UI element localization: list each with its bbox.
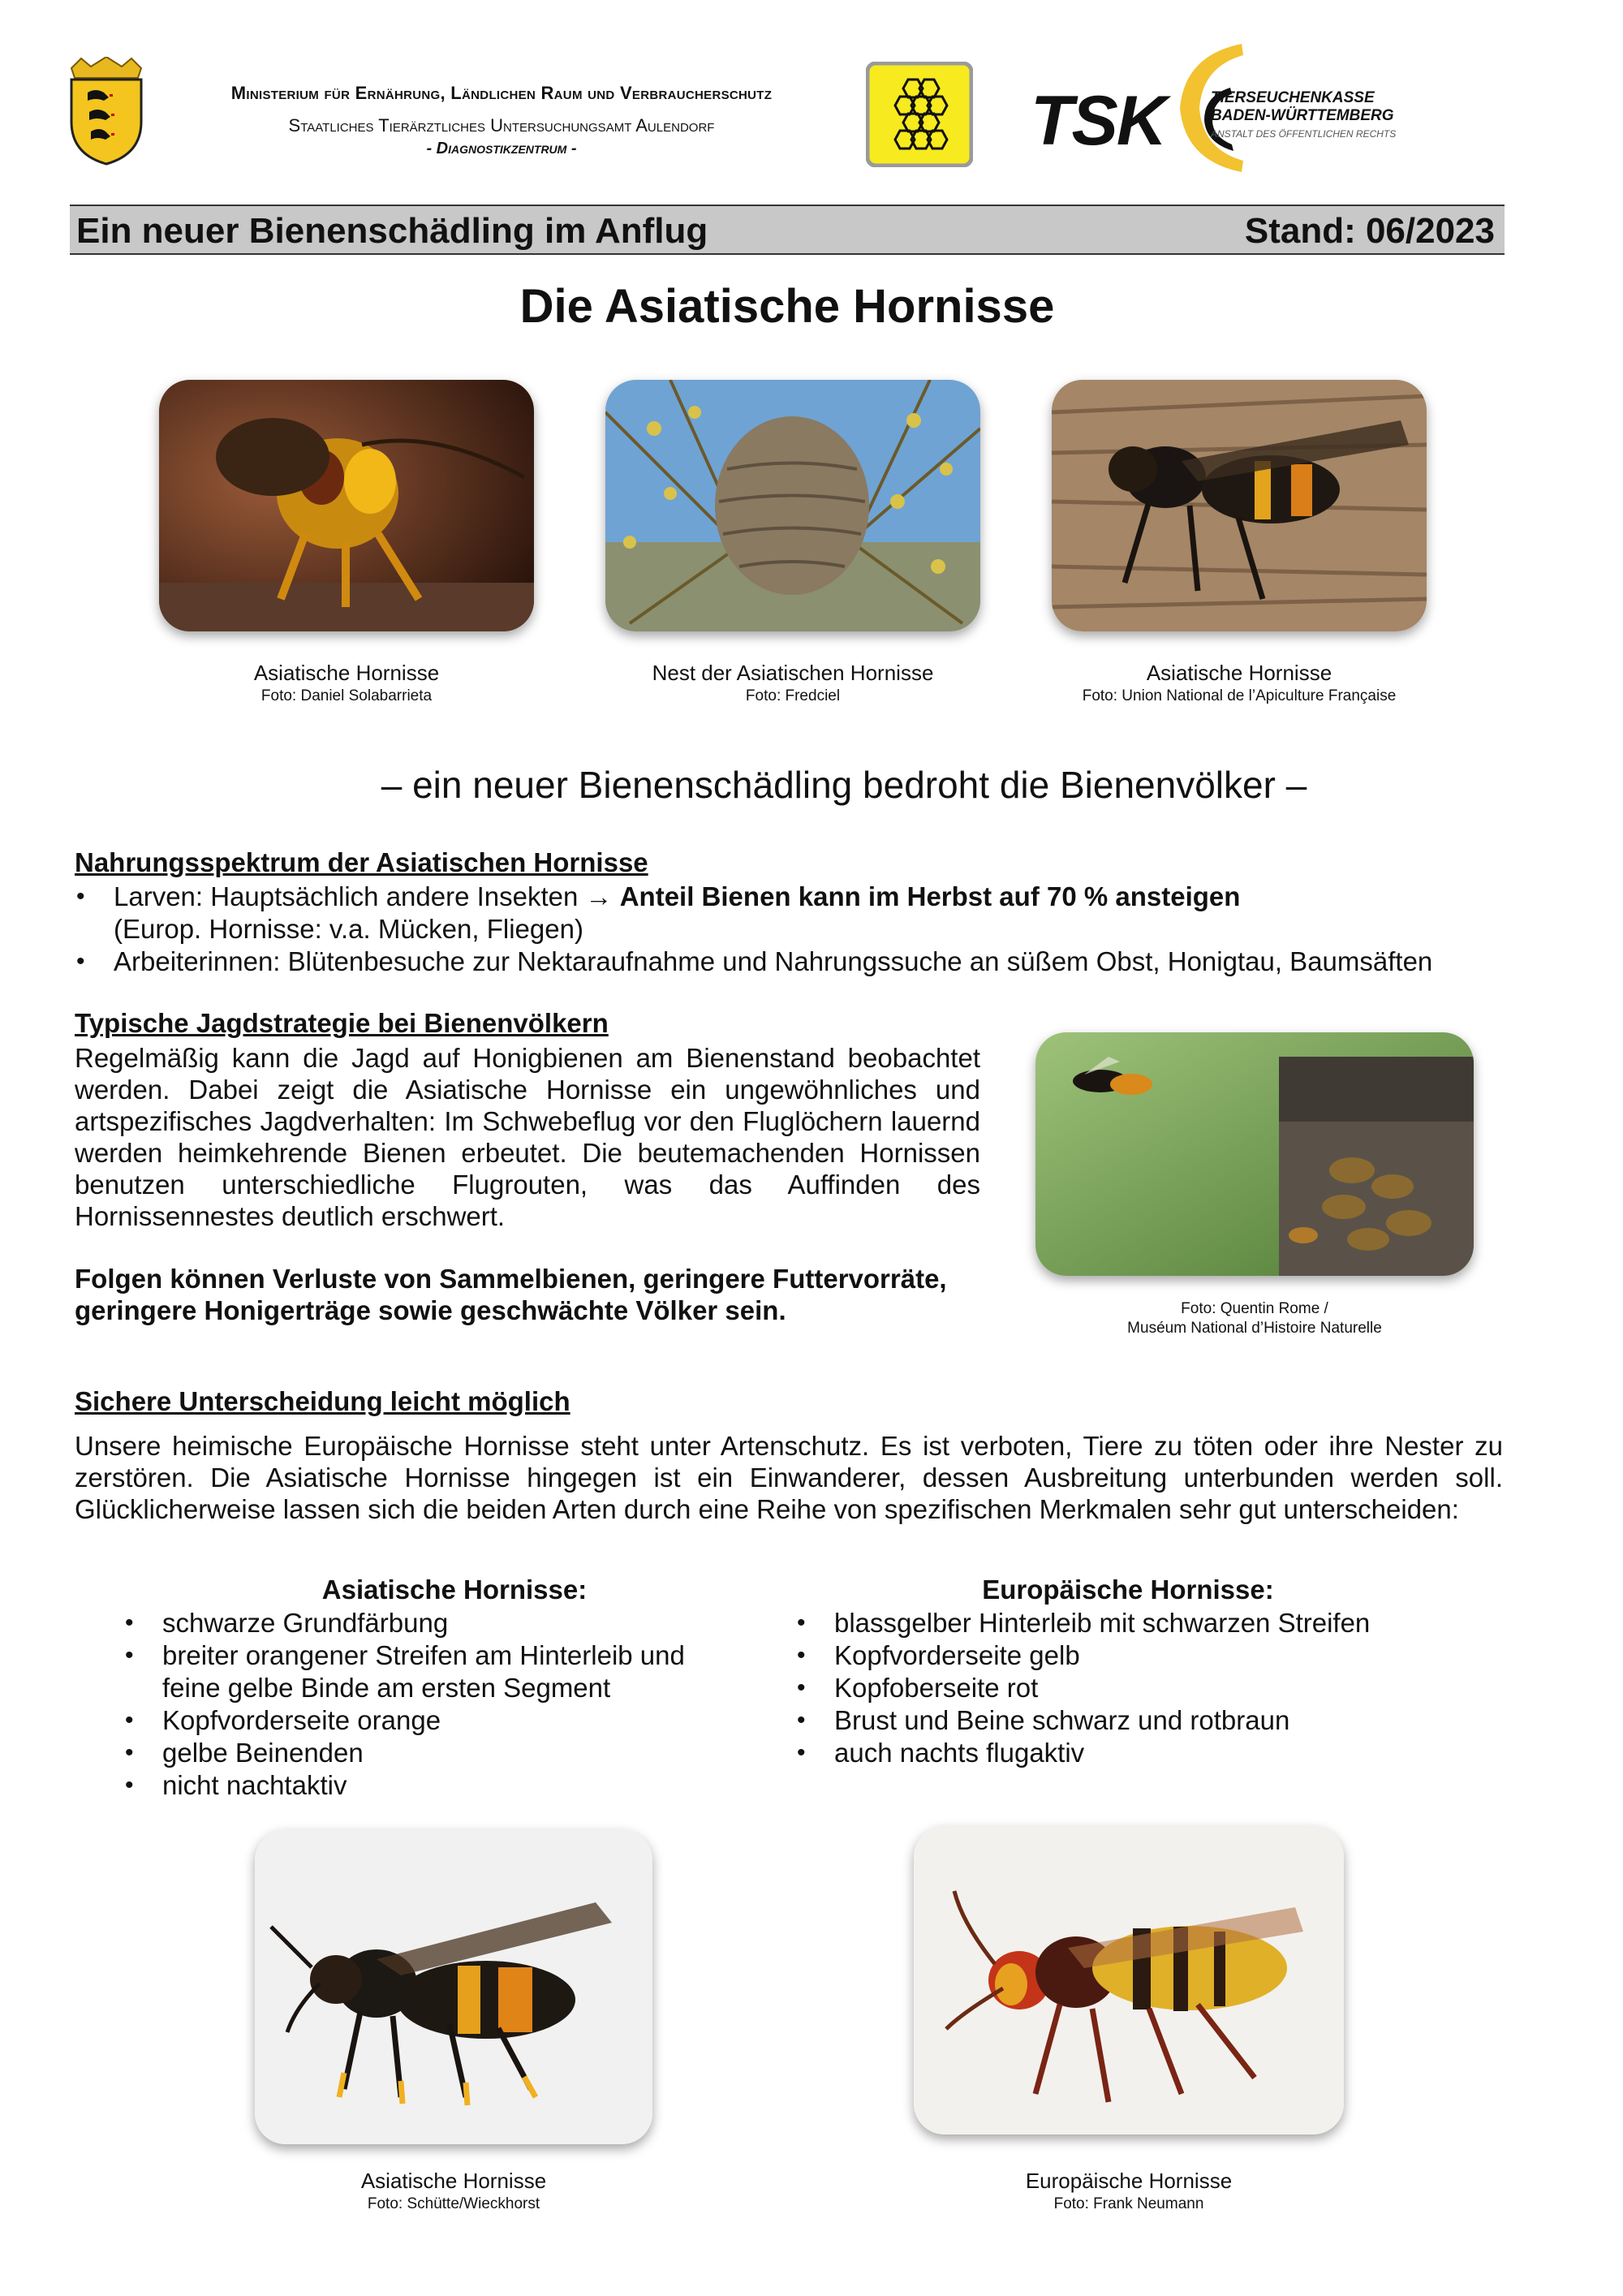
european-hornet-heading: Europäische Hornisse: [982,1574,1274,1605]
photo-credit: Foto: Daniel Solabarrieta [260,687,433,704]
tsk-name-line3: ANSTALT DES ÖFFENTLICHEN RECHTS [1211,128,1397,140]
photo-caption-title: Asiatische Hornisse [1146,661,1332,685]
photo-caption-title: Nest der Asiatischen Hornisse [652,661,934,685]
coat-of-arms-icon [65,57,148,166]
photo-caption [914,2169,1344,2213]
jagd-paragraph: Regelmäßig kann die Jagd auf Honigbienen am Bienenstand beobachtet werden. Dabei zeigt die Asiatische Hornisse ein ungewöhnliches und artspezifisches Jagdverhalten: Im Schwebeflug vor den Fluglöchern lauernd werden heimkehrende Bienen erbeutet. Die beutemachenden Hornissen benutzen unterschiedliche Flugrouten, was das Auffinden des Hornissennestes deutlich erschwert. [75,1043,980,1231]
list-item: • auch nachts flugaktiv [795,1737,1461,1769]
page-title: Die Asiatische Hornisse [519,280,1055,333]
photo-credit: Foto: Union National de l’Apiculture Française [1082,687,1397,704]
photo-credit: Muséum National d’Histoire Naturelle [1127,1320,1382,1337]
list-item: • nicht nachtaktiv [123,1769,740,1802]
ministry-header [153,83,850,158]
nahrung-list [75,881,1535,978]
section-heading-unterscheidung: Sichere Unterscheidung leicht möglich [75,1386,570,1416]
photo-caption-title: Asiatische Hornisse [253,661,440,685]
photo-caption-title: Asiatische Hornisse [360,2169,547,2193]
asian-features-list [123,1607,740,1802]
list-item-text: Larven: Hauptsächlich andere Insekten [114,881,579,911]
tagline: – ein neuer Bienenschädling bedroht die Bienenvölker – [381,764,1307,806]
list-item [75,881,1535,946]
title-bar [70,205,1505,255]
section-heading-jagd: Typische Jagdstrategie bei Bienenvölkern [75,1008,609,1038]
office-name: Staatliches Tierärztliches Untersuchungsamt Aulendorf [288,115,715,136]
photo-european-hornet-studio [914,1826,1344,2134]
photo-caption [605,661,980,705]
photo-caption [1035,1299,1474,1338]
tsk-name-line2: BADEN-WÜRTTEMBERG [1211,107,1394,124]
european-features-list [795,1607,1461,1769]
section-heading-nahrung: Nahrungsspektrum der Asiatischen Hornisse [75,847,648,877]
asian-hornet-heading: Asiatische Hornisse: [321,1574,588,1605]
photo-caption-title: Europäische Hornisse [1025,2169,1233,2193]
photo-caption [1035,661,1443,705]
list-item: • Brust und Beine schwarz und rotbraun [795,1704,1461,1737]
tsk-logo [1031,39,1412,177]
list-item: • blassgelber Hinterleib mit schwarzen Streifen [795,1607,1461,1639]
list-item [75,946,1535,978]
list-item-text: Arbeiterinnen: Blütenbesuche zur Nektaraufnahme und Nahrungssuche an süßem Obst, Honigtau, Baumsäften [114,946,1433,976]
ministry-name: Ministerium für Ernährung, Ländlichen Raum und Verbraucherschutz [230,83,773,103]
photo-asian-hornet-wood [1052,380,1427,631]
office-unit: - Diagnostikzentrum - [426,140,577,157]
list-item-note: (Europ. Hornisse: v.a. Mücken, Fliegen) [114,914,583,944]
photo-hornet-hunting [1035,1032,1474,1276]
list-item: • gelbe Beinenden [123,1737,740,1769]
photo-credit: Foto: Frank Neumann [1053,2195,1204,2212]
document-date: Stand: 06/2023 [1244,211,1495,251]
list-item: • Kopfvorderseite orange [123,1704,740,1737]
list-item-emphasis: Anteil Bienen kann im Herbst auf 70 % ansteigen [619,881,1241,911]
photo-caption [255,2169,652,2213]
list-item: • Kopfvorderseite gelb [795,1639,1461,1672]
honeycomb-icon [866,62,973,167]
list-item: • Kopfoberseite rot [795,1672,1461,1704]
list-item: • breiter orangener Streifen am Hinterleib und feine gelbe Binde am ersten Segment [123,1639,740,1704]
photo-asian-hornet-head [159,380,534,631]
photo-asian-hornet-studio [255,1829,652,2144]
photo-credit: Foto: Fredciel [745,687,841,704]
document-subject: Ein neuer Bienenschädling im Anflug [76,211,708,251]
jagd-consequences: Folgen können Verluste von Sammelbienen, geringere Futtervorräte, geringere Honigerträge sowie geschwächte Völker sein. [75,1264,947,1325]
unterscheidung-paragraph: Unsere heimische Europäische Hornisse steht unter Artenschutz. Es ist verboten, Tiere zu töten oder ihre Nester zu zerstören. Die Asiatische Hornisse hingegen ist ein Einwanderer, dessen Ausbreitung unterbunden werden soll. Glücklicherweise lassen sich die beiden Arten durch eine Reihe von spezifischen Merkmalen sehr gut unterscheiden: [75,1431,1503,1524]
photo-credit: Foto: Schütte/Wieckhorst [367,2195,540,2212]
tsk-logo-text: TSK [1031,82,1165,160]
list-item: • schwarze Grundfärbung [123,1607,740,1639]
tsk-name-line1: TIERSEUCHENKASSE [1211,89,1375,106]
photo-hornet-nest [605,380,980,631]
arrow-icon: → [585,881,613,911]
photo-credit: Foto: Quentin Rome / [1181,1300,1328,1317]
photo-caption [159,661,534,705]
